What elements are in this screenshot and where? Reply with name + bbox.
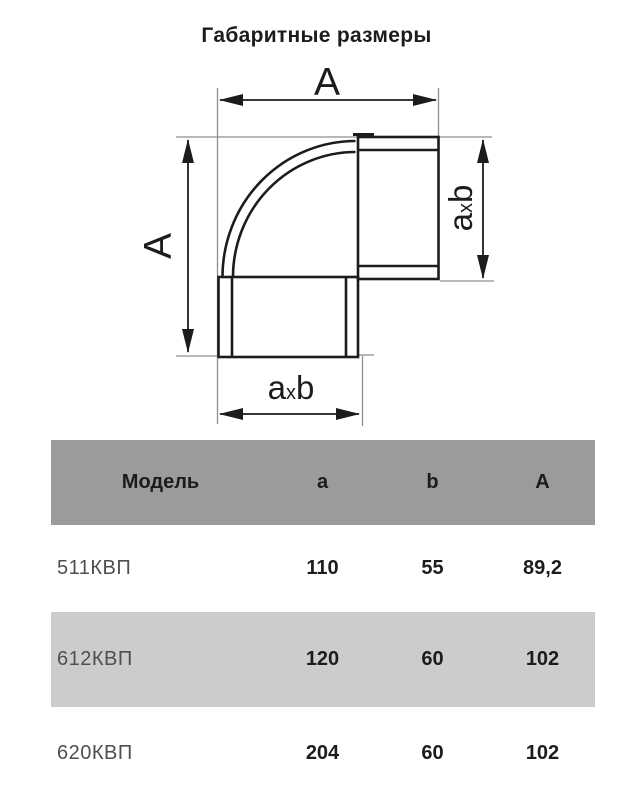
col-header-a: a: [316, 471, 329, 493]
cell-model: 612КВП: [57, 648, 133, 670]
col-header-A: A: [535, 471, 550, 493]
right-flange: [358, 137, 439, 279]
table-row: [51, 525, 595, 612]
cell-A: 102: [525, 742, 560, 764]
table-row: [51, 707, 595, 800]
bottom-flange: [219, 277, 359, 357]
elbow-outer-arc: [223, 141, 356, 277]
cell-model: 511КВП: [57, 557, 132, 579]
elbow-outline: [219, 135, 439, 358]
dim-label-left: A: [137, 232, 180, 260]
cell-A: 89,2: [523, 557, 562, 579]
cell-b: 55: [421, 557, 444, 579]
dimensions-table: [51, 440, 595, 800]
cell-a: 110: [306, 557, 339, 579]
cell-b: 60: [421, 648, 444, 670]
table-row: [51, 612, 595, 707]
col-header-b: b: [426, 471, 439, 493]
dim-label-bottom: axb: [267, 369, 315, 406]
cell-model: 620КВП: [57, 742, 133, 764]
cell-A: 102: [525, 648, 560, 670]
table-header-row: [51, 440, 595, 525]
elbow-inner-arc: [233, 152, 356, 277]
dim-label-top: A: [313, 61, 341, 104]
page-title: Габаритные размеры: [201, 24, 432, 47]
cell-a: 120: [305, 648, 340, 670]
cell-b: 60: [421, 742, 444, 764]
cell-a: 204: [305, 742, 340, 764]
dim-label-right: axb: [442, 184, 479, 232]
col-header-model: Модель: [121, 471, 200, 493]
